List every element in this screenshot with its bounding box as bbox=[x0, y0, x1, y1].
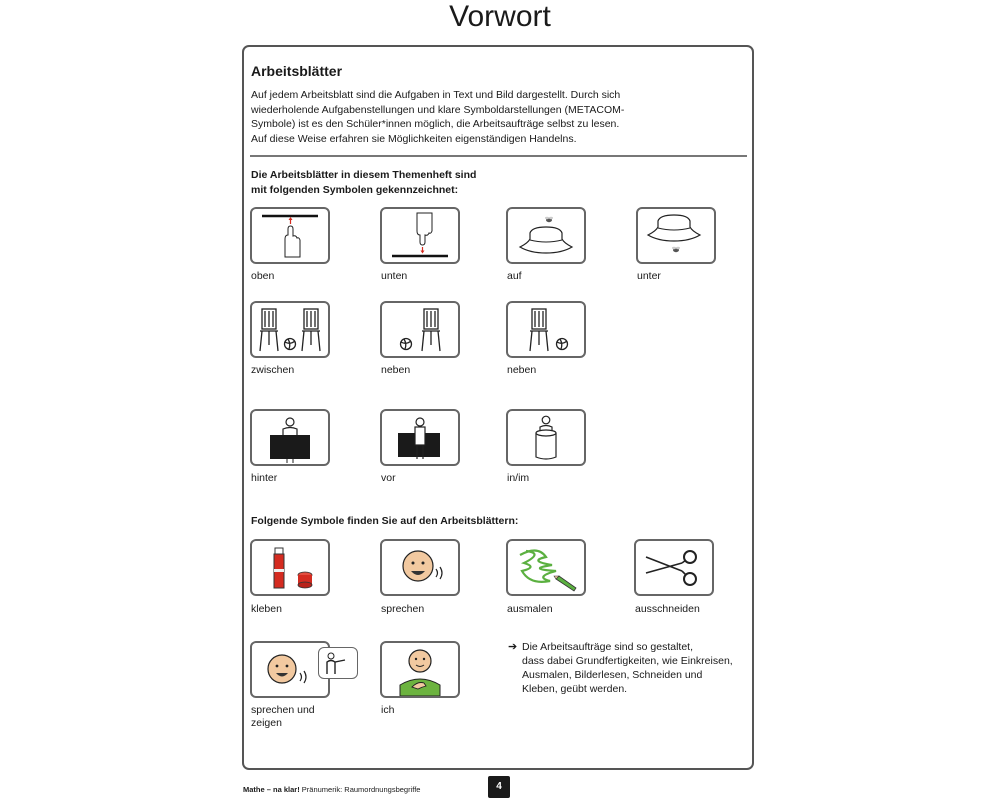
label-neben-1: neben bbox=[381, 364, 411, 376]
label-zwischen: zwischen bbox=[251, 364, 295, 376]
arrow-right-icon: ➔ bbox=[508, 641, 518, 653]
divider bbox=[250, 155, 747, 157]
auf-symbol bbox=[506, 207, 586, 264]
neben-left-symbol bbox=[380, 301, 460, 358]
label-ausschneiden: ausschneiden bbox=[635, 603, 700, 615]
label-oben: oben bbox=[251, 270, 275, 282]
footer-brand: Mathe – na klar! bbox=[243, 785, 300, 794]
label-hinter: hinter bbox=[251, 472, 278, 484]
note-block: ➔ Die Arbeitsaufträge sind so gestaltet, dass dabei Grundfertigkeiten, wie Einkreisen, Ausmalen, Bilderlesen, Schneiden und Kleben, geübt werden. bbox=[508, 641, 733, 695]
label-unter: unter bbox=[637, 270, 661, 282]
sprechen-symbol bbox=[380, 539, 460, 596]
footer-subtitle: Pränumerik: Raumordnungsbegriffe bbox=[299, 785, 421, 794]
label-sprechen-und-zeigen: sprechen und zeigen bbox=[251, 704, 315, 729]
kleben-symbol bbox=[250, 539, 330, 596]
section-title: Arbeitsblätter bbox=[251, 63, 343, 79]
footer-text bbox=[243, 785, 420, 795]
zwischen-symbol bbox=[250, 301, 330, 358]
label-in-im: in/im bbox=[507, 472, 530, 484]
vor-symbol bbox=[380, 409, 460, 466]
label-unten: unten bbox=[381, 270, 408, 282]
task-heading: Folgende Symbole finden Sie auf den Arbeitsblättern: bbox=[251, 515, 519, 527]
neben-right-symbol bbox=[506, 301, 586, 358]
hinter-symbol bbox=[250, 409, 330, 466]
label-auf: auf bbox=[507, 270, 522, 282]
intro-text: Auf jedem Arbeitsblatt sind die Aufgaben in Text und Bild dargestellt. Durch sich wiederholende Aufgabenstellungen und klare Symboldarstellungen (METACOM- Symbole) ist es den Schüler*innen möglich, die Arbeitsaufträge selbst zu lesen. Auf diese Weise erfahren sie Möglichkeiten eigenständigen Handelns. bbox=[251, 89, 625, 145]
ich-symbol bbox=[380, 641, 460, 698]
oben-symbol bbox=[250, 207, 330, 264]
label-vor: vor bbox=[381, 472, 396, 484]
pointing-inset bbox=[318, 647, 358, 679]
in-im-symbol bbox=[506, 409, 586, 466]
unten-symbol bbox=[380, 207, 460, 264]
label-ich: ich bbox=[381, 704, 395, 716]
label-neben-2: neben bbox=[507, 364, 537, 376]
symbols-heading: Die Arbeitsblätter in diesem Themenheft sind mit folgenden Symbolen gekennzeichnet: bbox=[251, 169, 477, 196]
label-kleben: kleben bbox=[251, 603, 282, 615]
page-number: 4 bbox=[488, 776, 510, 798]
label-ausmalen: ausmalen bbox=[507, 603, 553, 615]
unter-symbol bbox=[636, 207, 716, 264]
label-sprechen: sprechen bbox=[381, 603, 425, 615]
ausmalen-symbol bbox=[506, 539, 586, 596]
ausschneiden-symbol bbox=[634, 539, 714, 596]
page-title: Vorwort bbox=[449, 0, 551, 33]
